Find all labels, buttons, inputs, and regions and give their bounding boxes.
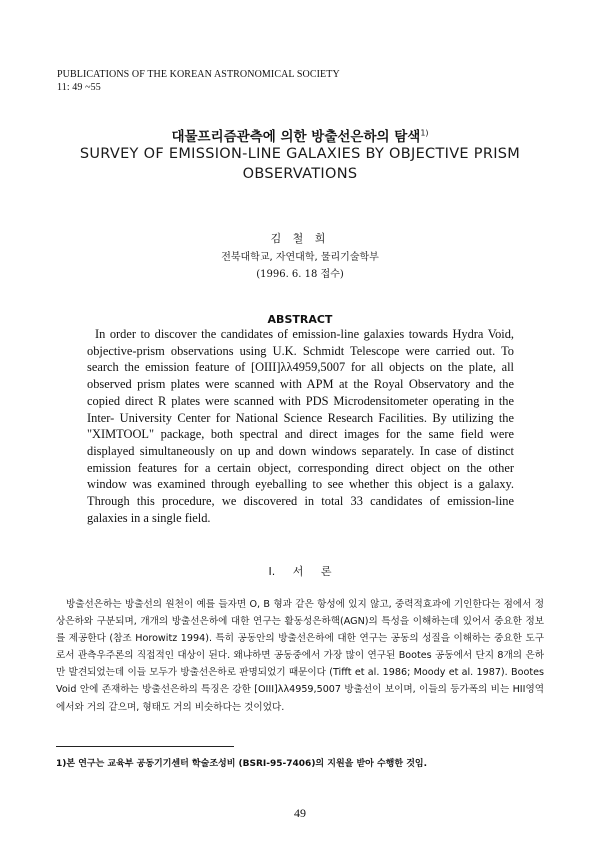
journal-volume: 11: 49 ~55: [57, 82, 101, 93]
footnote-text: 1)본 연구는 교육부 공동기기센터 학술조성비 (BSRI-95-7406)의 지원을 받아 수행한 것임.: [56, 759, 428, 769]
introduction-text: 방출선은하는 방출선의 원천이 예를 들자면 O, B 형과 같은 항성에 있지 않고, 중력적효과에 기인한다는 점에서 정상은하와 구분되며, 개개의 방출선은하에 대한 연구는 활동성은하핵(AGN)의 특성을 이해하는데 있어서 중요한 정보를 제공한다 (참조 Horowitz 1994). 특히 공동안의 방출선은하에 대한 연구는 공동의 성질을 이해하는 중요한 도구로서 관측우주론의 직접적인 대상이 된다. 왜냐하면 공동중에서 가장 많이 연구된 Bootes 공동에서 단지 8개의 은하만 발견되었는데 이들 모두가 방출선은하로 판명되었기 때문이다 (Tifft et al. 1986; Moody et al. 1987). Bootes Void 안에 존재하는 방출선은하의 특징은 강한 [OIII]λλ4959,5007 방출선이 보이며, 이들의 등가폭의 비는 HII영역에서와 거의 같으며, 형태도 거의 비슷하다는 것이었다.: [56, 599, 544, 713]
abstract-text: In order to discover the candidates of emission-line galaxies towards Hydra Void, objective-prism observations using U.K. Schmidt Telescope were carried out. To search the emission feature of [OIII]λλ4959,5007 for all objects on the plate, all observed prism plates were scanned with APM at the Royal Observatory and the copied direct R plates were scanned with PDS Microdensitometer operating in the Inter- University Center for National Science Research Facilities. By utilizing the "XIMTOOL" package, both spectral and direct images for the same field were displayed simultaneously on up and down windows separately. In case of distinct emission features for a certain object, corresponding direct object on the other window was examined through eyeballing to see whether this object is a galaxy. Through this procedure, we discovered in total 33 candidates of emission-line galaxies in a single field.: [87, 327, 514, 525]
journal-header: [57, 68, 340, 94]
korean-title-text: 대물프리즘관측에 의한 방출선은하의 탐색: [171, 129, 421, 145]
abstract-heading: ABSTRACT: [267, 313, 333, 326]
page-number: 49: [294, 806, 306, 820]
section-heading: I. 서 론: [268, 565, 332, 578]
korean-title: [0, 125, 600, 145]
received-date: (1996. 6. 18 접수): [256, 269, 344, 280]
footnote-divider: [56, 746, 234, 747]
title-footnote-mark: 1): [420, 128, 429, 138]
english-title: SURVEY OF EMISSION-LINE GALAXIES BY OBJECTIVE PRISM OBSERVATIONS: [79, 146, 521, 182]
author-affiliation: 전북대학교, 자연대학, 물리기술학부: [221, 252, 379, 263]
author-name: 김 철 희: [270, 232, 330, 245]
journal-name: PUBLICATIONS OF THE KOREAN ASTRONOMICAL SOCIETY: [57, 69, 340, 80]
